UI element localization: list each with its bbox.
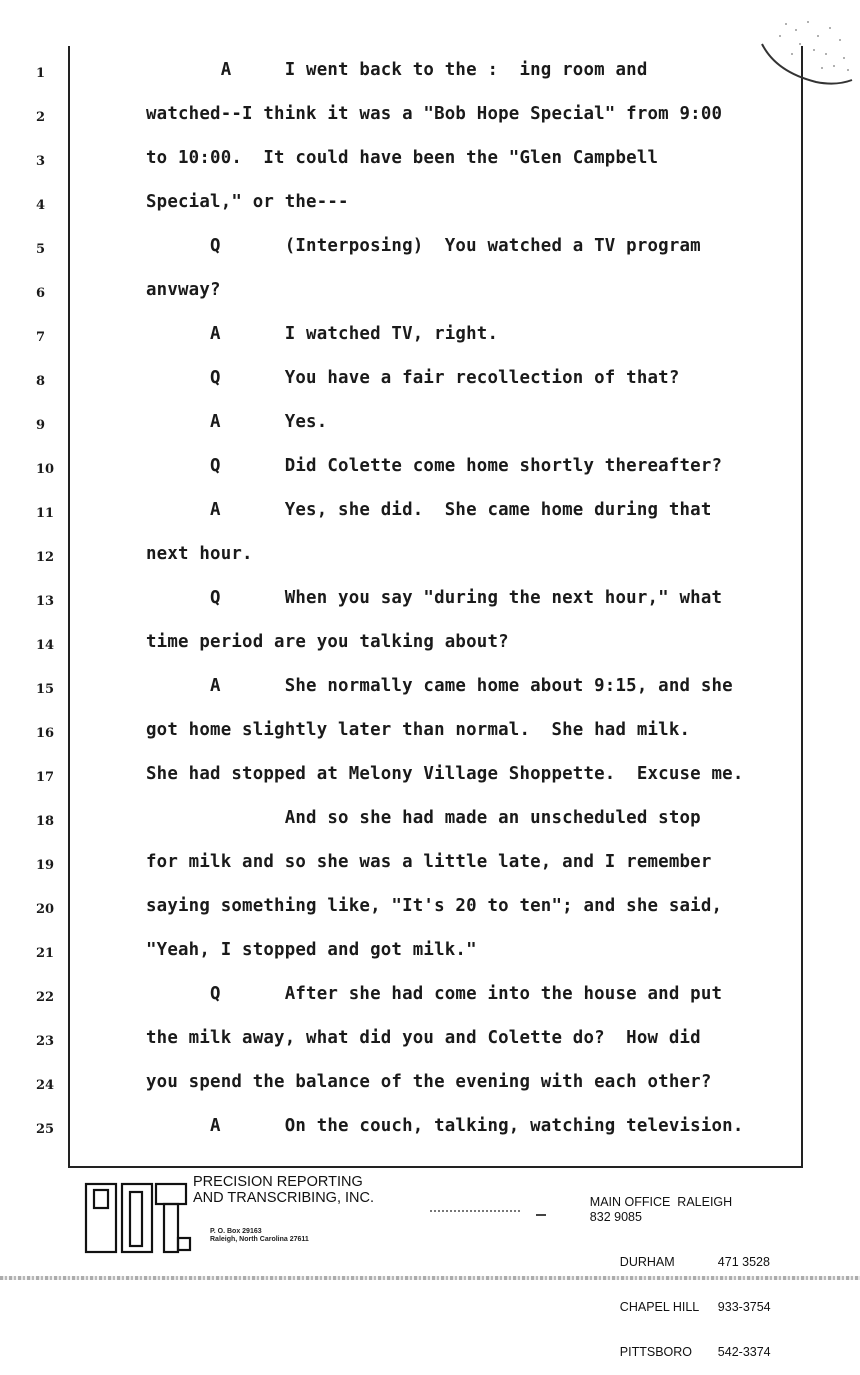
transcript-line: A Yes, she did. She came home during that: [146, 500, 712, 520]
line-number: 6: [36, 286, 46, 301]
line-number: 10: [36, 462, 55, 477]
transcript-line: A I went back to the : ing room and: [146, 60, 648, 80]
transcript-line: for milk and so she was a little late, and I remember: [146, 852, 712, 872]
transcript-line: Q When you say "during the next hour," what: [146, 588, 723, 608]
office-city: PITTSBORO: [619, 1345, 693, 1359]
line-number: 7: [36, 330, 46, 345]
main-office-label: MAIN OFFICE RALEIGH: [589, 1195, 733, 1209]
line-number: 14: [36, 638, 55, 653]
line-number: 16: [36, 726, 55, 741]
company-logo: [82, 1176, 194, 1256]
po-box-line2: Raleigh, North Carolina 27611: [210, 1236, 309, 1243]
transcript-line: Q You have a fair recollection of that?: [146, 368, 680, 388]
transcript-line: you spend the balance of the evening with each other?: [146, 1072, 712, 1092]
line-number: 21: [36, 946, 55, 961]
transcript-line: saying something like, "It's 20 to ten"; and she said,: [146, 896, 723, 916]
line-number: 24: [36, 1078, 55, 1093]
line-number: 12: [36, 550, 55, 565]
office-city: DURHAM: [619, 1255, 675, 1269]
line-number: 3: [36, 154, 46, 169]
transcript-line: A She normally came home about 9:15, and she: [146, 676, 733, 696]
transcript-line: Special," or the---: [146, 192, 349, 212]
line-number: 15: [36, 682, 55, 697]
footer-dots: [430, 1210, 520, 1212]
scan-artifact: [0, 1276, 860, 1280]
transcript-line: got home slightly later than normal. She had milk.: [146, 720, 691, 740]
line-number: 4: [36, 198, 46, 213]
office-phone: 471 3528: [717, 1255, 770, 1269]
line-number: 13: [36, 594, 55, 609]
left-margin-rule: [68, 46, 70, 1168]
company-name-line2: AND TRANSCRIBING, INC.: [193, 1190, 375, 1206]
line-number: 8: [36, 374, 46, 389]
right-margin-rule: [801, 46, 803, 1168]
line-number: 20: [36, 902, 55, 917]
transcript-line: time period are you talking about?: [146, 632, 509, 652]
line-number: 9: [36, 418, 46, 433]
transcript-line: Q (Interposing) You watched a TV program: [146, 236, 701, 256]
bottom-rule: [68, 1166, 803, 1168]
office-city: CHAPEL HILL: [619, 1300, 700, 1314]
transcript-line: A Yes.: [146, 412, 328, 432]
transcript-line: A On the couch, talking, watching television.: [146, 1116, 744, 1136]
line-number: 22: [36, 990, 55, 1005]
transcript-line: the milk away, what did you and Colette do? How did: [146, 1028, 701, 1048]
page-footer: [0, 1170, 860, 1359]
office-phone: 933-3754: [717, 1300, 771, 1314]
line-number: 1: [36, 66, 46, 81]
transcript-line: And so she had made an unscheduled stop: [146, 808, 701, 828]
line-number: 17: [36, 770, 55, 785]
company-name-line1: PRECISION REPORTING: [193, 1174, 363, 1190]
line-number: 11: [36, 506, 55, 521]
main-office-phone: 832 9085: [589, 1210, 642, 1224]
office-row: [562, 1330, 771, 1375]
transcript-line: Q After she had come into the house and put: [146, 984, 723, 1004]
transcript-line: A I watched TV, right.: [146, 324, 499, 344]
line-number: 23: [36, 1034, 55, 1049]
line-number: 5: [36, 242, 46, 257]
office-row: [562, 1285, 771, 1330]
transcript-line: She had stopped at Melony Village Shoppette. Excuse me.: [146, 764, 744, 784]
office-phone: 542-3374: [717, 1345, 771, 1359]
transcript-line: anvway?: [146, 280, 221, 300]
footer-dash: [536, 1214, 546, 1216]
po-box-address: [210, 1228, 309, 1244]
transcript-line: next hour.: [146, 544, 253, 564]
scan-corner-mark: [756, 10, 856, 100]
transcript-line: "Yeah, I stopped and got milk.": [146, 940, 477, 960]
main-office-row: [562, 1180, 771, 1240]
line-number: 19: [36, 858, 55, 873]
transcript-line: watched--I think it was a "Bob Hope Special" from 9:00: [146, 104, 723, 124]
line-number: 2: [36, 110, 46, 125]
line-number: 25: [36, 1122, 55, 1137]
transcript-line: Q Did Colette come home shortly thereafter?: [146, 456, 723, 476]
transcript-line: to 10:00. It could have been the "Glen Campbell: [146, 148, 659, 168]
po-box-line1: P. O. Box 29163: [210, 1228, 262, 1235]
company-name: [193, 1174, 374, 1206]
line-number: 18: [36, 814, 55, 829]
